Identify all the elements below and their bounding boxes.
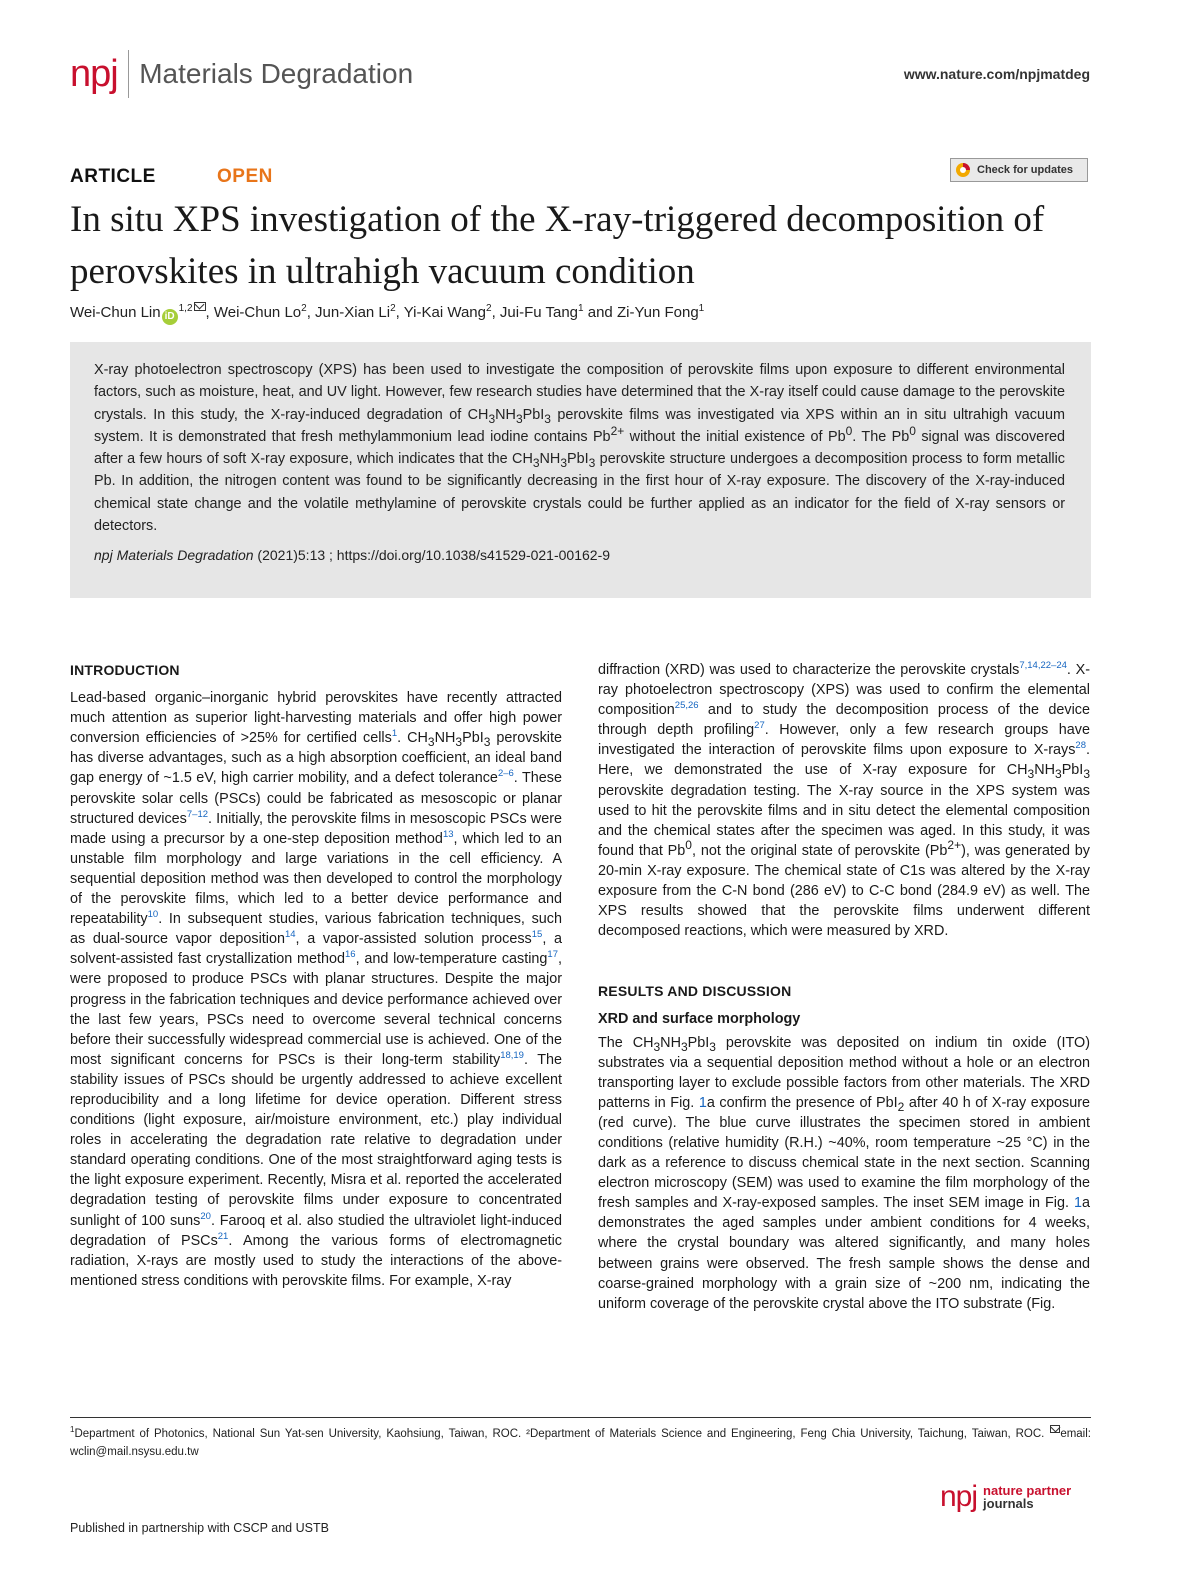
open-access-label: OPEN bbox=[217, 166, 273, 187]
npj-footer-text: npj bbox=[940, 1480, 978, 1513]
abstract-text: X-ray photoelectron spectroscopy (XPS) has been used to investigate the composition of perovskite films upon exposure to different environmental factors, such as moisture, heat, and UV light. However, few research studies have determined that the X-ray itself could cause damage to the perovskite crystals. In this study, the X-ray-induced degradation of $CH_3NH_3PbI_3$ perovskite films was investigated via XPS within an in situ ultrahigh vacuum system. It is demonstrated that fresh methylammonium lead iodine contains $Pb^{2+}$ without the initial existence of Pb$^0$. The Pb$^0$ signal was discovered after a few hours of soft X-ray exposure, which indicates that the $CH_3NH_3PbI_3$ perovskite structure undergoes a decomposition process to form metallic Pb. In addition, the nitrogen content was found to be significantly decreasing in the first hour of X-ray exposure. The discovery of the X-ray-induced chemical state change and the volatile methylamine of perovskite crystals could be further applied as an indicator for the field of X-ray sensors or detectors. bbox=[94, 362, 1066, 535]
reference-link[interactable]: 14 bbox=[284, 929, 296, 941]
abstract-box bbox=[70, 342, 1091, 598]
check-updates-icon bbox=[955, 162, 971, 178]
nature-partner-journals-text bbox=[983, 1484, 1071, 1510]
author-name[interactable]: Jui-Fu Tang bbox=[499, 304, 579, 321]
reference-link[interactable]: 28 bbox=[1075, 740, 1086, 752]
author-name[interactable]: Yi-Kai Wang bbox=[403, 304, 486, 321]
citation-journal: npj Materials Degradation bbox=[94, 547, 254, 564]
check-for-updates-button[interactable] bbox=[950, 158, 1088, 182]
email-icon[interactable] bbox=[194, 302, 206, 311]
author-affiliation: 2 bbox=[390, 303, 396, 314]
check-updates-label: Check for updates bbox=[977, 164, 1073, 176]
journal-name: Materials Degradation bbox=[139, 58, 414, 89]
reference-link[interactable]: 15 bbox=[531, 929, 543, 941]
logo-divider bbox=[128, 50, 130, 98]
figure-link[interactable]: 1 bbox=[1073, 1195, 1082, 1212]
reference-link[interactable]: 21 bbox=[217, 1230, 229, 1242]
affiliations-text: Department of Photonics, National Sun Yat-sen University, Kaohsiung, Taiwan, ROC. ²Department of Materials Science and Engineering, Feng Chia University, Taichung, Taiwan, ROC. bbox=[74, 1428, 1050, 1440]
body-column-left bbox=[70, 660, 562, 1291]
section-heading-results: RESULTS AND DISCUSSION bbox=[598, 983, 792, 1000]
citation-line[interactable] bbox=[94, 547, 1065, 563]
npj-logo-text: npj bbox=[70, 53, 118, 95]
results-paragraph: The $CH_3NH_3PbI_3$ perovskite was deposited on indium tin oxide (ITO) substrates via a sequential deposition method without a hole or an electron transporting layer to exclude possible factors from other materials. The XRD patterns in Fig. 1a confirm the presence of PbI$_2$ after 40 h of X-ray exposure (red curve). The blue curve illustrates the specimen stored in ambient conditions (relative humidity (R.H.) ~40%, room temperature ~25 °C) in the dark as a reference to discuss chemical state in the next section. Scanning electron microscopy (SEM) was used to examine the film morphology of the fresh samples and X-ray-exposed samples. The inset SEM image in Fig. 1a demonstrates the aged samples under ambient conditions for 4 weeks, where the crystal boundary was altered significantly, and many holes between grains were observed. The fresh sample shows the dense and coarse-grained morphology with a grain size of ~200 nm, indicating the uniform coverage of the perovskite crystal above the ITO substrate (Fig. bbox=[598, 1034, 1090, 1312]
author-list: Wei-Chun Lin iD$^{1,2}$ , Wei-Chun Lo$^2$, Jun-Xian Li$^2$, Yi-Kai Wang$^2$, Jui-Fu Tang$^1$ and Zi-Yun Fong$^1$ bbox=[70, 302, 1100, 325]
author-affiliation: 1,2 bbox=[178, 303, 193, 314]
nature-partner-journals-logo[interactable] bbox=[940, 1482, 1071, 1512]
author-name[interactable]: Wei-Chun Lin bbox=[70, 304, 161, 321]
journal-logo[interactable] bbox=[70, 48, 413, 100]
author-name[interactable]: Wei-Chun Lo bbox=[213, 304, 302, 321]
reference-link[interactable]: 7,14,22–24 bbox=[1019, 660, 1067, 672]
introduction-paragraph-continued: diffraction (XRD) was used to characterize the perovskite crystals$^{7,14,22-24}$. X-ray photoelectron spectroscopy (XPS) was used to confirm the elemental composition$^{25,26}$ and to study the decomposition process of the device through depth profiling$^{27}$. However, only a few research groups have investigated the interaction of perovskite films upon exposure to X-rays$^{28}$. Here, we demonstrated the use of X-ray exposure for $CH_3NH_3PbI_3$ perovskite degradation testing. The X-ray source in the XPS system was used to hit the perovskite films and in situ detect the elemental composition and the chemical states after the specimen was aged. In this study, it was found that Pb$^0$, not the original state of perovskite $(Pb^{2+})$, was generated by 20-min X-ray exposure. The chemical state of C1s was altered by the X-ray exposure from the C-N bond (286 eV) to C-C bond (284.9 eV) as well. The XPS results showed that the perovskite films underwent different decomposed reactions, which were measured by XRD. bbox=[598, 660, 1091, 940]
article-type-label: ARTICLE bbox=[70, 166, 156, 187]
citation-doi: (2021)5:13 ; https://doi.org/10.1038/s41529-021-00162-9 bbox=[253, 547, 611, 564]
body-column-right bbox=[598, 660, 1090, 1314]
journal-url-link[interactable]: www.nature.com/npjmatdeg bbox=[903, 66, 1090, 82]
reference-link[interactable]: 2–6 bbox=[497, 768, 514, 780]
reference-link[interactable]: 1 bbox=[391, 728, 398, 740]
section-heading-introduction: INTRODUCTION bbox=[70, 662, 180, 678]
reference-link[interactable]: 25,26 bbox=[674, 700, 699, 712]
reference-link[interactable]: 13 bbox=[442, 828, 454, 840]
figure-link[interactable]: 1 bbox=[698, 1094, 707, 1111]
author-affiliation: 1 bbox=[578, 303, 584, 314]
reference-link[interactable]: 20 bbox=[200, 1210, 211, 1222]
article-title: In situ XPS investigation of the X-ray-triggered decomposition of perovskites in ultrahigh vacuum condition bbox=[70, 199, 1045, 292]
journals-text: journals bbox=[983, 1496, 1034, 1511]
reference-link[interactable]: 27 bbox=[754, 720, 765, 732]
reference-link[interactable]: 17 bbox=[547, 949, 558, 961]
author-name[interactable]: Jun-Xian Li bbox=[315, 304, 391, 321]
author-name[interactable]: Zi-Yun Fong bbox=[616, 304, 699, 321]
author-affiliation: 1 bbox=[698, 303, 705, 314]
footnote-divider bbox=[70, 1417, 1091, 1418]
nature-partner-text: nature partner bbox=[983, 1483, 1072, 1498]
reference-link[interactable]: 10 bbox=[147, 909, 159, 921]
corresponding-email[interactable]: email: wclin@mail.nsysu.edu.tw bbox=[70, 1428, 1091, 1458]
author-affiliation: 2 bbox=[486, 303, 492, 314]
email-icon bbox=[1050, 1425, 1060, 1433]
introduction-paragraph: Lead-based organic–inorganic hybrid perovskites have recently attracted much attention as superior light-harvesting materials and offer high power conversion efficiencies of >25% for certified cells$^1$. $CH_3NH_3PbI_3$ perovskite has diverse advantages, such as a high absorption coefficient, an ideal band gap energy of ~1.5 eV, high carrier mobility, and a defect tolerance$^{2-6}$. These perovskite solar cells (PSCs) could be fabricated as mesoscopic or planar structured devices$^{7-12}$. Initially, the perovskite films in mesoscopic PSCs were made using a precursor by a one-step deposition method$^{13}$, which led to an unstable film morphology and large variations in the cell efficiency. A sequential deposition method was then developed to control the morphology of the perovskite films, which led to a better device performance and repeatability$^{10}$. In subsequent studies, various fabrication techniques, such as dual-source vapor deposition$^{14}$, a vapor-assisted solution process$^{15}$, a solvent-assisted fast crystallization method$^{16}$, and low-temperature casting$^{17}$, were proposed to produce PSCs with planar structures. Despite the major progress in the fabrication techniques and device performance achieved over the last few years, PSCs need to overcome several technical concerns before their successfully widespread commercial use is achieved. One of the most significant concerns for PSCs is their long-term stability$^{18,19}$. The stability issues of PSCs should be urgently addressed to achieve excellent reproducibility and a long lifetime for device operation. Different stress conditions (light exposure, air/moisture environment, etc.) play individual roles in accelerating the degradation rate relative to degradation under standard operating conditions. One of the most straightforward aging tests is the light exposure experiment. Recently, Misra et al. reported the accelerated degradation testing of perovskite films under exposure to concentrated sunlight of 100 suns$^{20}$. Farooq et al. also studied the ultraviolet light-induced degradation of PSCs$^{21}$. Among the various forms of electromagnetic radiation, X-rays are mostly used to study the interactions of the above-mentioned stress conditions with perovskite films. For example, X-ray bbox=[70, 690, 563, 1289]
published-partnership: Published in partnership with CSCP and USTB bbox=[70, 1521, 329, 1535]
author-affiliation: 2 bbox=[301, 303, 307, 314]
reference-link[interactable]: 7–12 bbox=[186, 808, 209, 820]
orcid-icon[interactable]: iD bbox=[162, 309, 178, 325]
reference-link[interactable]: 18,19 bbox=[500, 1049, 524, 1061]
affiliations-footnote: $^1$Department of Photonics, National Sun Yat-sen University, Kaohsiung, Taiwan, ROC. ²Department of Materials Science and Engineering, Feng Chia University, Taichung, Taiwan, ROC. email: wclin@mail.nsysu.edu.tw bbox=[70, 1425, 1091, 1458]
reference-link[interactable]: 16 bbox=[345, 949, 356, 961]
subsection-heading-xrd: XRD and surface morphology bbox=[598, 1011, 801, 1028]
